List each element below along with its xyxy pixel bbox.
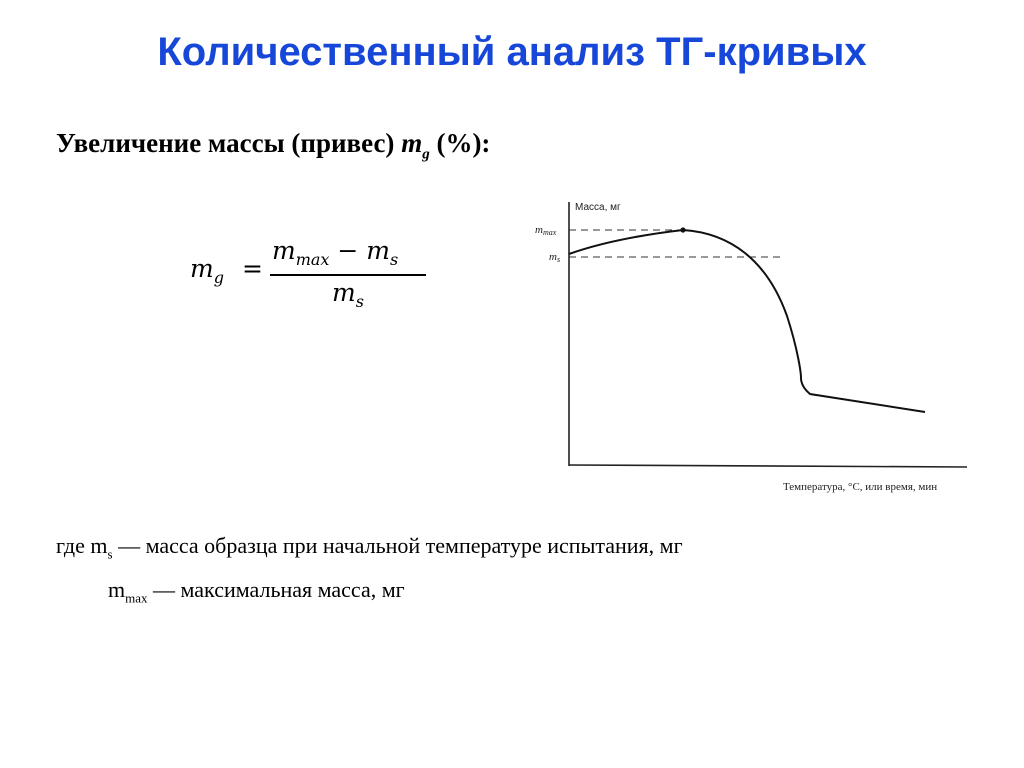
subtitle-variable-sub: g [422, 146, 430, 163]
definition-mmax: $m_{max}$ — максимальная масса, мг [108, 577, 405, 606]
subtitle-text: Увеличение массы (привес) [56, 128, 402, 158]
subtitle-variable: m [401, 128, 423, 158]
mmax-label: mmax [535, 224, 557, 237]
x-axis-label: Температура, °С, или время, мин [783, 481, 938, 493]
formula-denominator: $m_s$ [332, 278, 364, 311]
formula-numerator: $m_{max} - m_s$ [272, 236, 399, 269]
definition-ms: где $m_s$ — масса образца при начальной температуре испытания, мг [56, 533, 683, 562]
definitions [56, 528, 683, 617]
formula-lhs: $m_g$ [190, 254, 224, 287]
fraction-bar [270, 274, 426, 276]
max-mass-point [680, 227, 685, 232]
subtitle [56, 128, 490, 163]
slide-title: Количественный анализ ТГ-кривых [157, 30, 867, 74]
y-axis-label: Масса, мг [575, 202, 621, 213]
formula-equals: = [242, 254, 263, 283]
x-axis [569, 465, 967, 467]
tg-curve-chart [505, 188, 1005, 503]
ms-label: ms [549, 251, 561, 264]
subtitle-unit: (%): [429, 128, 491, 158]
